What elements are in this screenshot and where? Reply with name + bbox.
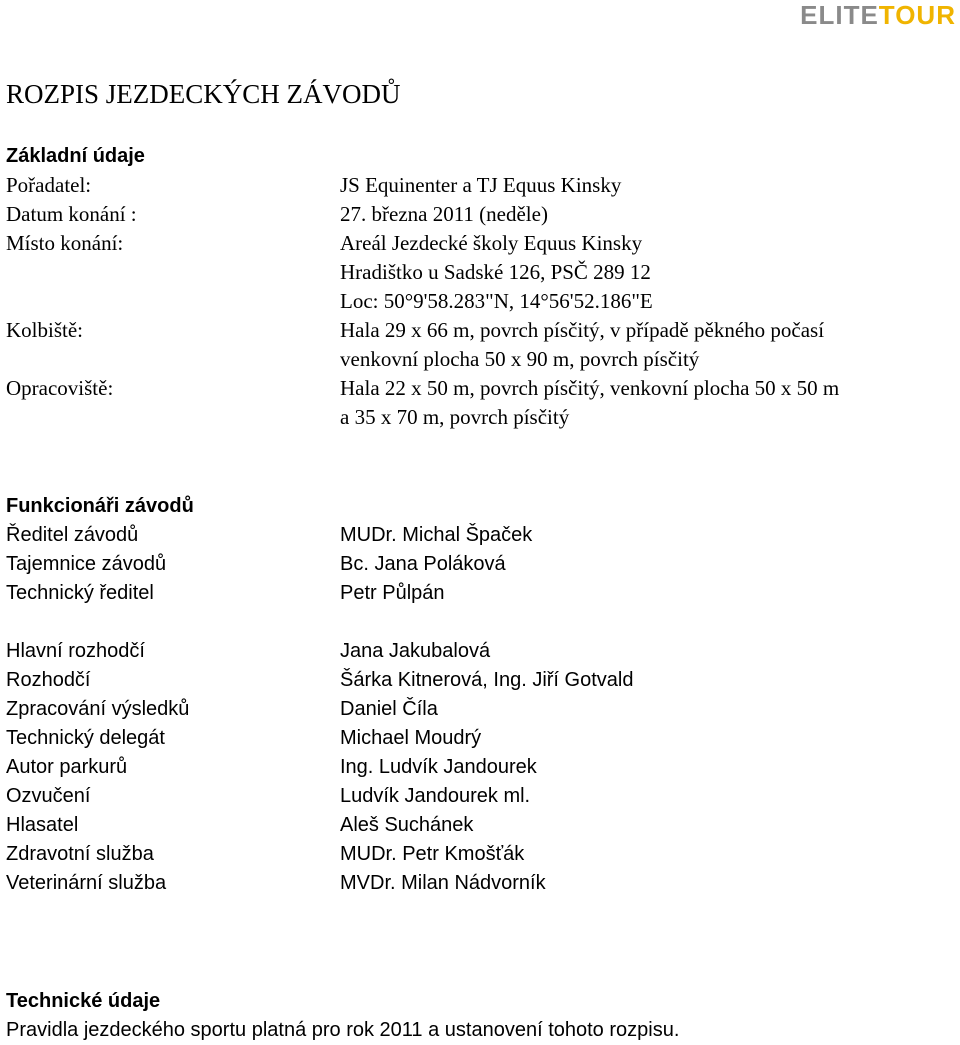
official-name: Aleš Suchánek bbox=[340, 814, 474, 836]
official-row bbox=[6, 724, 956, 753]
info-label bbox=[6, 258, 340, 287]
official-name: Bc. Jana Poláková bbox=[340, 553, 506, 575]
official-role: Tajemnice závodů bbox=[6, 553, 167, 575]
official-name: MUDr. Michal Špaček bbox=[340, 524, 533, 546]
logo-part-elite: ELITE bbox=[800, 0, 879, 30]
info-row-organizer bbox=[6, 171, 956, 200]
official-name: Jana Jakubalová bbox=[340, 640, 491, 662]
info-value: Hala 22 x 50 m, povrch písčitý, venkovní plocha 50 x 50 m bbox=[340, 376, 840, 400]
official-row bbox=[6, 782, 956, 811]
info-value: JS Equinenter a TJ Equus Kinsky bbox=[340, 173, 622, 197]
official-row bbox=[6, 869, 956, 898]
official-name: Ludvík Jandourek ml. bbox=[340, 785, 531, 807]
official-role: Rozhodčí bbox=[6, 669, 91, 691]
info-row-arena-outdoor bbox=[6, 345, 956, 374]
official-name: Šárka Kitnerová, Ing. Jiří Gotvald bbox=[340, 669, 634, 691]
info-row-venue bbox=[6, 229, 956, 258]
logo-part-tour: TOUR bbox=[878, 0, 956, 30]
info-row-arena bbox=[6, 316, 956, 345]
official-role: Technický ředitel bbox=[6, 582, 154, 604]
info-value: Hradištko u Sadské 126, PSČ 289 12 bbox=[340, 260, 651, 284]
info-label bbox=[6, 287, 340, 316]
official-role: Ředitel závodů bbox=[6, 524, 139, 546]
info-row-venue-address bbox=[6, 258, 956, 287]
official-role: Hlavní rozhodčí bbox=[6, 640, 145, 662]
info-value: Loc: 50°9'58.283"N, 14°56'52.186"E bbox=[340, 289, 653, 313]
info-row-date bbox=[6, 200, 956, 229]
official-role: Zdravotní služba bbox=[6, 843, 154, 865]
info-label: Datum konání : bbox=[6, 202, 137, 226]
official-name: Ing. Ludvík Jandourek bbox=[340, 756, 537, 778]
info-value: Areál Jezdecké školy Equus Kinsky bbox=[340, 231, 643, 255]
official-role: Ozvučení bbox=[6, 785, 91, 807]
official-role: Hlasatel bbox=[6, 814, 79, 836]
official-row bbox=[6, 637, 956, 666]
group-spacer bbox=[6, 608, 956, 637]
info-label: Pořadatel: bbox=[6, 173, 92, 197]
official-row bbox=[6, 695, 956, 724]
official-name: MUDr. Petr Kmošťák bbox=[340, 843, 525, 865]
technical-heading: Technické údaje bbox=[6, 990, 161, 1012]
official-row bbox=[6, 753, 956, 782]
basic-info-heading: Základní údaje bbox=[6, 145, 145, 167]
elitetour-logo bbox=[800, 2, 956, 28]
official-row bbox=[6, 550, 956, 579]
officials-heading: Funkcionáři závodů bbox=[6, 495, 194, 517]
official-row bbox=[6, 579, 956, 608]
info-label: Opracoviště: bbox=[6, 376, 114, 400]
basic-info-section bbox=[6, 142, 956, 432]
official-name: Petr Půlpán bbox=[340, 582, 445, 604]
official-row bbox=[6, 811, 956, 840]
info-value: 27. března 2011 (neděle) bbox=[340, 202, 548, 226]
officials-section bbox=[6, 492, 956, 898]
official-name: Daniel Číla bbox=[340, 698, 438, 720]
page-title: ROZPIS JEZDECKÝCH ZÁVODŮ bbox=[6, 79, 401, 109]
technical-text: Pravidla jezdeckého sportu platná pro rok 2011 a ustanovení tohoto rozpisu. bbox=[6, 1019, 680, 1041]
info-label: Místo konání: bbox=[6, 231, 124, 255]
info-row-warmup bbox=[6, 374, 956, 403]
info-label bbox=[6, 403, 340, 432]
technical-section bbox=[6, 987, 956, 1045]
info-label: Kolbiště: bbox=[6, 318, 83, 342]
official-row bbox=[6, 666, 956, 695]
info-row-venue-gps bbox=[6, 287, 956, 316]
info-value: Hala 29 x 66 m, povrch písčitý, v případě pěkného počasí bbox=[340, 318, 825, 342]
info-value: a 35 x 70 m, povrch písčitý bbox=[340, 405, 570, 429]
official-role: Technický delegát bbox=[6, 727, 165, 749]
official-name: MVDr. Milan Nádvorník bbox=[340, 872, 546, 894]
official-name: Michael Moudrý bbox=[340, 727, 482, 749]
official-role: Veterinární služba bbox=[6, 872, 167, 894]
official-row bbox=[6, 840, 956, 869]
official-role: Zpracování výsledků bbox=[6, 698, 190, 720]
info-value: venkovní plocha 50 x 90 m, povrch písčitý bbox=[340, 347, 700, 371]
info-row-warmup-outdoor bbox=[6, 403, 956, 432]
official-row bbox=[6, 521, 956, 550]
official-role: Autor parkurů bbox=[6, 756, 128, 778]
info-label bbox=[6, 345, 340, 374]
